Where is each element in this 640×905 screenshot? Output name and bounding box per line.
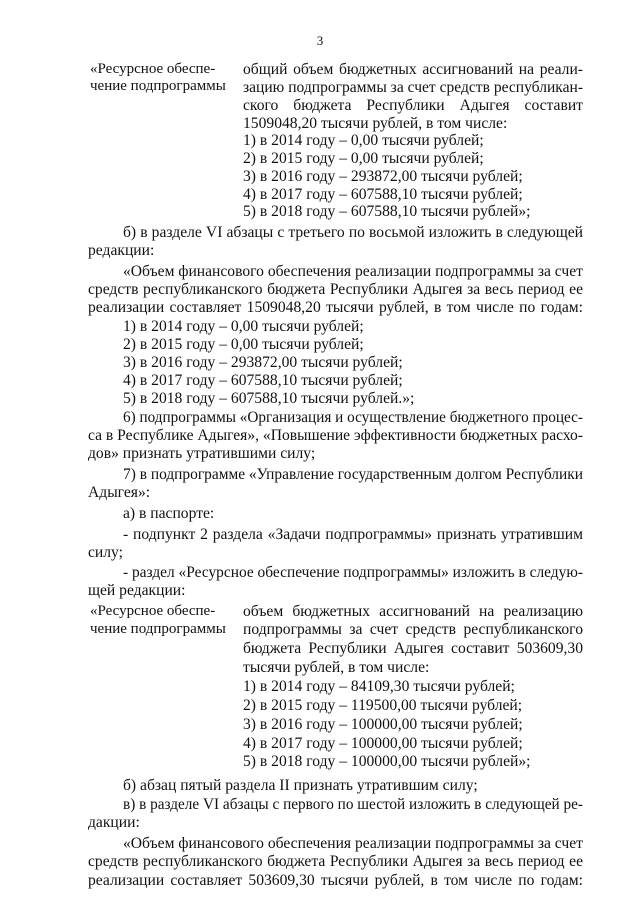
body-line: Адыгея»:	[88, 484, 151, 501]
table-text-line: объем бюджетных ассигнований на реализацию	[243, 603, 583, 620]
table-text-line: зацию подпрограммы за счет средств республикан-	[243, 79, 583, 96]
table-text-line: подпрограммы за счет средств республиканского	[243, 621, 583, 638]
body-line: реализации составляет 503609,30 тысячи рублей, в том числе по годам:	[88, 872, 583, 889]
body-line: реализации составляет 1509048,20 тысячи рублей, в том числе по годам:	[88, 299, 583, 316]
table-text-line: 5) в 2018 году – 100000,00 тысячи рублей»;	[243, 753, 531, 770]
table-label-line: «Ресурсное обеспе-	[90, 603, 216, 619]
body-line: редакции:	[88, 242, 155, 259]
body-line: средств республиканского бюджета Республики Адыгея за весь период ее	[88, 281, 583, 298]
body-line: «Объем финансового обеспечения реализации подпрограммы за счет	[123, 263, 583, 280]
table-text-line: 3) в 2016 году – 100000,00 тысячи рублей;	[243, 716, 523, 733]
body-line: 4) в 2017 году – 607588,10 тысячи рублей;	[123, 372, 403, 389]
body-line: 5) в 2018 году – 607588,10 тысячи рублей.»;	[123, 390, 415, 407]
table-text-line: 2) в 2015 году – 119500,00 тысячи рублей;	[243, 697, 523, 714]
table-text-line: 1) в 2014 году – 84109,30 тысячи рублей;	[243, 678, 515, 695]
body-line: 3) в 2016 году – 293872,00 тысячи рублей;	[123, 354, 403, 371]
body-line: 6) подпрограммы «Организация и осуществление бюджетного процес-	[123, 409, 583, 426]
table-text-line: 4) в 2017 году – 100000,00 тысячи рублей;	[243, 735, 523, 752]
table-text-line: общий объем бюджетных ассигнований на реали-	[243, 61, 583, 78]
table-label-line: «Ресурсное обеспе-	[90, 61, 216, 77]
table-text-line: 1) в 2014 году – 0,00 тысячи рублей;	[243, 132, 484, 149]
table-text-line: 3) в 2016 году – 293872,00 тысячи рублей;	[243, 168, 523, 185]
page-number: 3	[316, 33, 324, 48]
body-line: «Объем финансового обеспечения реализации подпрограммы за счет	[123, 835, 583, 852]
body-line: дакции:	[88, 814, 140, 831]
body-line: 1) в 2014 году – 0,00 тысячи рублей;	[123, 318, 364, 335]
table-text-line: 1509048,20 тысячи рублей, в том числе:	[243, 115, 508, 132]
body-line: дов» признать утратившими силу;	[88, 445, 316, 462]
table-text-line: 2) в 2015 году – 0,00 тысячи рублей;	[243, 150, 484, 167]
body-line: - раздел «Ресурсное обеспечение подпрограммы» изложить в следую-	[123, 564, 583, 581]
body-line: са в Республике Адыгея», «Повышение эффективности бюджетных расхо-	[88, 427, 583, 444]
body-line: в) в разделе VI абзацы с первого по шестой изложить в следующей ре-	[123, 796, 583, 813]
body-line: б) абзац пятый раздела II признать утратившим силу;	[123, 777, 478, 794]
table-label-line: чение подпрограммы	[90, 78, 226, 94]
body-line: 2) в 2015 году – 0,00 тысячи рублей;	[123, 336, 364, 353]
body-line: а) в паспорте:	[123, 505, 215, 522]
body-line: силу;	[88, 544, 123, 561]
body-line: 7) в подпрограмме «Управление государственным долгом Республики	[123, 466, 583, 483]
body-line: б) в разделе VI абзацы с третьего по восьмой изложить в следующей	[123, 224, 583, 241]
table-label-line: чение подпрограммы	[90, 621, 226, 637]
table-text-line: 5) в 2018 году – 607588,10 тысячи рублей»;	[243, 203, 531, 220]
table-text-line: бюджета Республики Адыгея составит 503609,30	[243, 640, 583, 657]
table-text-line: 4) в 2017 году – 607588,10 тысячи рублей;	[243, 186, 523, 203]
table-text-line: тысячи рублей, в том числе:	[243, 659, 430, 676]
body-line: щей редакции:	[88, 582, 186, 599]
body-line: - подпункт 2 раздела «Задачи подпрограммы» признать утратившим	[123, 526, 583, 543]
body-line: средств республиканского бюджета Республики Адыгея за весь период ее	[88, 853, 583, 870]
table-text-line: ского бюджета Республики Адыгея составит	[243, 97, 583, 114]
